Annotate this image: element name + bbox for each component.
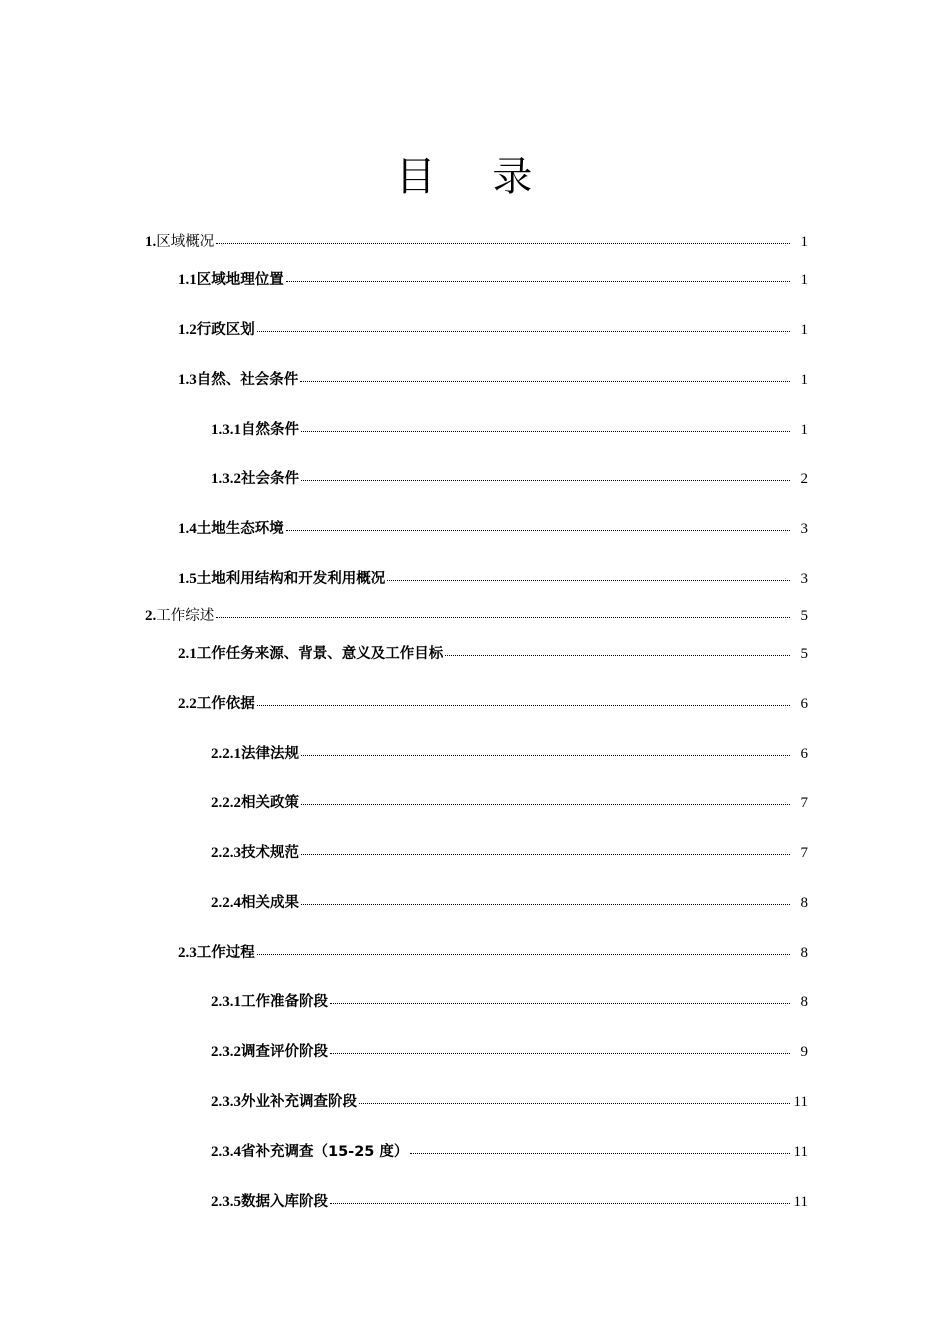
toc-entry-text: 自然条件 [241, 422, 299, 438]
toc-entry-number: 1.2 [178, 322, 197, 338]
toc-entry[interactable] [211, 791, 808, 813]
toc-entry-number: 2.2.2 [211, 795, 241, 811]
toc-entry-text: 工作任务来源、背景、意义及工作目标 [196, 646, 444, 662]
leader-dots [410, 1140, 789, 1156]
toc-entry-number: 2.1 [178, 646, 197, 662]
toc-entry-page: 8 [800, 994, 808, 1010]
toc-entry-page: 1 [800, 234, 808, 250]
toc-entry-page: 3 [800, 521, 808, 537]
toc-entry-text: 行政区划 [196, 322, 255, 338]
leader-dots [387, 567, 790, 583]
leader-dots [216, 230, 790, 246]
toc-entry-number: 1.1 [178, 272, 197, 288]
toc-entry-text: 技术规范 [241, 845, 299, 861]
toc-entry-page: 5 [800, 646, 808, 662]
leader-dots [300, 368, 790, 384]
toc-entry-page: 3 [800, 571, 808, 587]
leader-dots [301, 791, 790, 807]
leader-dots [330, 1040, 790, 1056]
toc-entry-text: 自然、社会条件 [196, 372, 299, 388]
leader-dots [301, 418, 790, 434]
toc-entry-text: 区域地理位置 [196, 272, 284, 288]
toc-entry-number: 1. [145, 234, 157, 250]
leader-dots [216, 604, 790, 620]
toc-entry-number: 2.2.3 [211, 845, 241, 861]
toc-entry[interactable] [211, 841, 808, 863]
toc-entry-page: 9 [800, 1044, 808, 1060]
toc-entry[interactable] [211, 891, 808, 913]
leader-dots [257, 941, 790, 957]
toc-entry-number: 2.2.1 [211, 746, 241, 762]
leader-dots [330, 1190, 790, 1206]
toc-entry[interactable] [211, 1140, 808, 1162]
toc-entry-text: 区域概况 [156, 234, 215, 250]
toc-entry-text: 工作过程 [196, 945, 255, 961]
toc-entry[interactable] [178, 941, 808, 963]
toc-entry-page: 1 [800, 422, 808, 438]
toc-entry[interactable] [211, 1090, 808, 1112]
toc-entry-number: 2.2 [178, 696, 197, 712]
toc-entry[interactable] [178, 642, 808, 664]
toc-entry-page: 7 [800, 795, 808, 811]
toc-entry-page: 1 [800, 372, 808, 388]
toc-entry[interactable] [211, 418, 808, 440]
toc-entry-number: 1.5 [178, 571, 197, 587]
toc-entry[interactable] [211, 467, 808, 489]
toc-entry[interactable] [178, 318, 808, 340]
toc-entry-page: 6 [800, 746, 808, 762]
leader-dots [257, 692, 790, 708]
toc-entry-number: 2.3.2 [211, 1044, 241, 1060]
toc-entry-page: 8 [800, 895, 808, 911]
toc-entry-page: 2 [800, 471, 808, 487]
toc-entry-text: 工作准备阶段 [241, 994, 328, 1010]
leader-dots [257, 318, 790, 334]
toc-entry-number: 2.3.1 [211, 994, 241, 1010]
toc-entry[interactable] [211, 742, 808, 764]
toc-entry-number: 1.3 [178, 372, 197, 388]
toc-entry-page: 1 [800, 272, 808, 288]
leader-dots [301, 742, 790, 758]
toc-entry[interactable] [145, 604, 808, 626]
toc-entry-page: 7 [800, 845, 808, 861]
leader-dots [286, 268, 790, 284]
leader-dots [301, 467, 790, 483]
leader-dots [330, 990, 790, 1006]
leader-dots [359, 1090, 790, 1106]
toc-entry-number: 1.3.1 [211, 422, 241, 438]
toc-entry-number: 2. [145, 608, 157, 624]
toc-entry-text: 外业补充调查阶段 [241, 1094, 357, 1110]
toc-entry-text: 土地生态环境 [196, 521, 284, 537]
leader-dots [301, 841, 790, 857]
toc-entry[interactable] [178, 368, 808, 390]
toc-entry-page: 11 [793, 1144, 808, 1160]
toc-entry-page: 11 [793, 1094, 808, 1110]
leader-dots [286, 517, 790, 533]
toc-entry[interactable] [145, 230, 808, 252]
toc-entry-number: 1.4 [178, 521, 197, 537]
toc-entry-number: 2.3.3 [211, 1094, 241, 1110]
toc-entry-text: 工作依据 [196, 696, 255, 712]
toc-entry-text: 法律法规 [241, 746, 299, 762]
toc-entry[interactable] [178, 517, 808, 539]
toc-entry-text: 相关成果 [241, 895, 299, 911]
toc-entry-text: 工作综述 [156, 608, 215, 624]
toc-entry[interactable] [178, 692, 808, 714]
toc-entry[interactable] [211, 1040, 808, 1062]
toc-entry[interactable] [178, 567, 808, 589]
toc-entry-page: 1 [800, 322, 808, 338]
toc-entry-page: 6 [800, 696, 808, 712]
toc-entry-number: 2.3 [178, 945, 197, 961]
toc-title: 目 录 [395, 154, 555, 200]
toc-entry-text: 省补充调查（15-25 度） [241, 1144, 409, 1160]
leader-dots [445, 642, 790, 658]
toc-entry[interactable] [178, 268, 808, 290]
toc-entry[interactable] [211, 1190, 808, 1212]
toc-entry-number: 1.3.2 [211, 471, 241, 487]
toc-entry-text: 土地利用结构和开发利用概况 [196, 571, 386, 587]
toc-entry-text: 数据入库阶段 [241, 1194, 328, 1210]
toc-entry-text: 调查评价阶段 [241, 1044, 328, 1060]
toc-entry-number: 2.2.4 [211, 895, 241, 911]
toc-entry-page: 5 [800, 608, 808, 624]
toc-entry-page: 8 [800, 945, 808, 961]
leader-dots [301, 891, 790, 907]
toc-entry-number: 2.3.5 [211, 1194, 241, 1210]
toc-entry-text: 相关政策 [241, 795, 299, 811]
toc-entry-text: 社会条件 [241, 471, 299, 487]
toc-entry-number: 2.3.4 [211, 1144, 241, 1160]
toc-entry[interactable] [211, 990, 808, 1012]
toc-entry-page: 11 [793, 1194, 808, 1210]
